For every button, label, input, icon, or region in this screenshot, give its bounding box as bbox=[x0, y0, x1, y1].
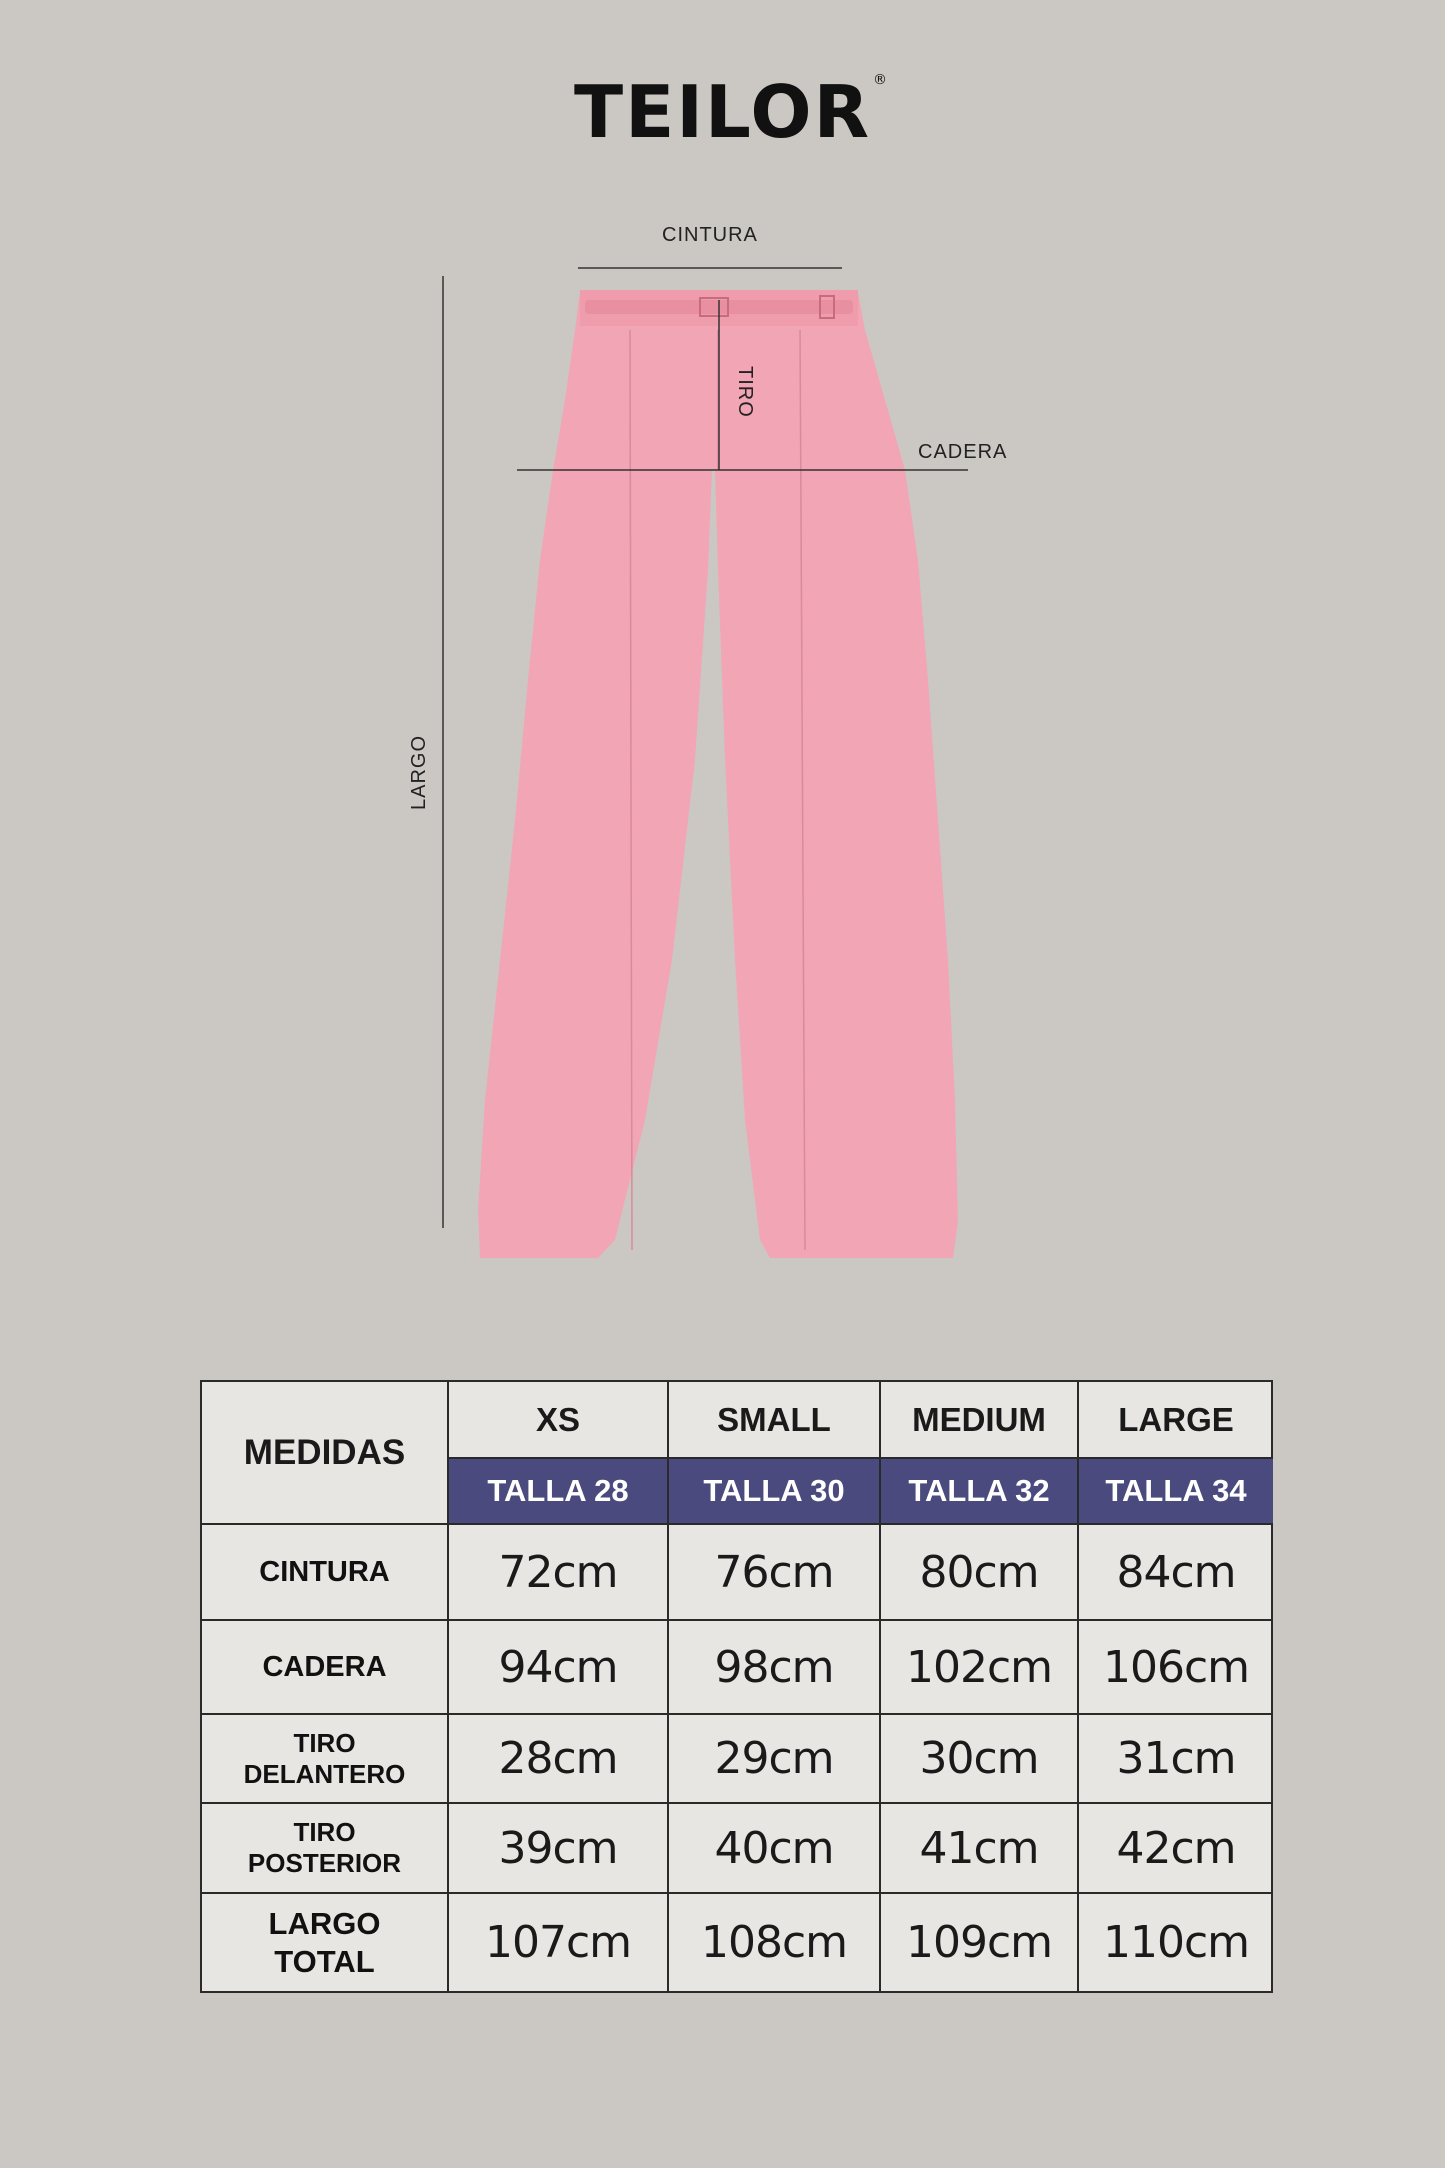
row-label-largo-total: LARGO TOTAL bbox=[268, 1905, 381, 1979]
cell-largo-total-small: 108cm bbox=[700, 1917, 848, 1968]
talla-header-34: TALLA 34 bbox=[1079, 1459, 1273, 1523]
cell-largo-total-large: 110cm bbox=[1102, 1917, 1250, 1968]
row-label-cadera: CADERA bbox=[262, 1650, 387, 1683]
tiro-label: TIRO bbox=[734, 366, 756, 418]
row-label-tiro-delantero: TIRO DELANTERO bbox=[243, 1727, 406, 1789]
cell-largo-total-xs: 107cm bbox=[484, 1917, 632, 1968]
talla-header-32: TALLA 32 bbox=[881, 1459, 1077, 1523]
size-header-medium: MEDIUM bbox=[912, 1400, 1046, 1438]
row-label-tiro-posterior: TIRO POSTERIOR bbox=[247, 1817, 402, 1878]
cell-cintura-medium: 80cm bbox=[919, 1546, 1039, 1598]
cell-cintura-xs: 72cm bbox=[498, 1546, 618, 1598]
logo-text: TEILOR ® bbox=[573, 70, 890, 154]
cell-tiro-posterior-small: 40cm bbox=[714, 1822, 834, 1874]
size-chart-table bbox=[200, 1380, 1273, 1993]
cell-tiro-delantero-medium: 30cm bbox=[919, 1733, 1039, 1784]
cintura-label: CINTURA bbox=[662, 224, 758, 246]
cell-largo-total-medium: 109cm bbox=[905, 1917, 1053, 1968]
registered-mark: ® bbox=[873, 72, 890, 88]
cell-tiro-posterior-large: 42cm bbox=[1116, 1822, 1236, 1874]
talla-header-28: TALLA 28 bbox=[449, 1459, 667, 1523]
talla-header-30: TALLA 30 bbox=[669, 1459, 879, 1523]
cell-cadera-large: 106cm bbox=[1102, 1641, 1250, 1693]
cell-cintura-small: 76cm bbox=[714, 1546, 834, 1598]
cell-tiro-delantero-small: 29cm bbox=[714, 1733, 834, 1784]
cadera-label: CADERA bbox=[918, 441, 1008, 463]
size-header-xs: XS bbox=[535, 1400, 581, 1438]
cell-cadera-small: 98cm bbox=[714, 1641, 834, 1693]
cell-cadera-medium: 102cm bbox=[905, 1641, 1053, 1693]
cell-cintura-large: 84cm bbox=[1116, 1546, 1236, 1598]
medidas-header: MEDIDAS bbox=[243, 1432, 406, 1472]
cell-tiro-delantero-large: 31cm bbox=[1116, 1733, 1236, 1784]
size-header-large: LARGE bbox=[1118, 1400, 1234, 1438]
cell-tiro-delantero-xs: 28cm bbox=[498, 1733, 618, 1784]
largo-label: LARGO bbox=[408, 734, 430, 810]
cell-tiro-posterior-xs: 39cm bbox=[498, 1822, 618, 1874]
cell-cadera-xs: 94cm bbox=[498, 1641, 618, 1693]
cell-tiro-posterior-medium: 41cm bbox=[919, 1822, 1039, 1874]
row-label-cintura: CINTURA bbox=[259, 1555, 390, 1588]
size-header-small: SMALL bbox=[717, 1400, 831, 1438]
